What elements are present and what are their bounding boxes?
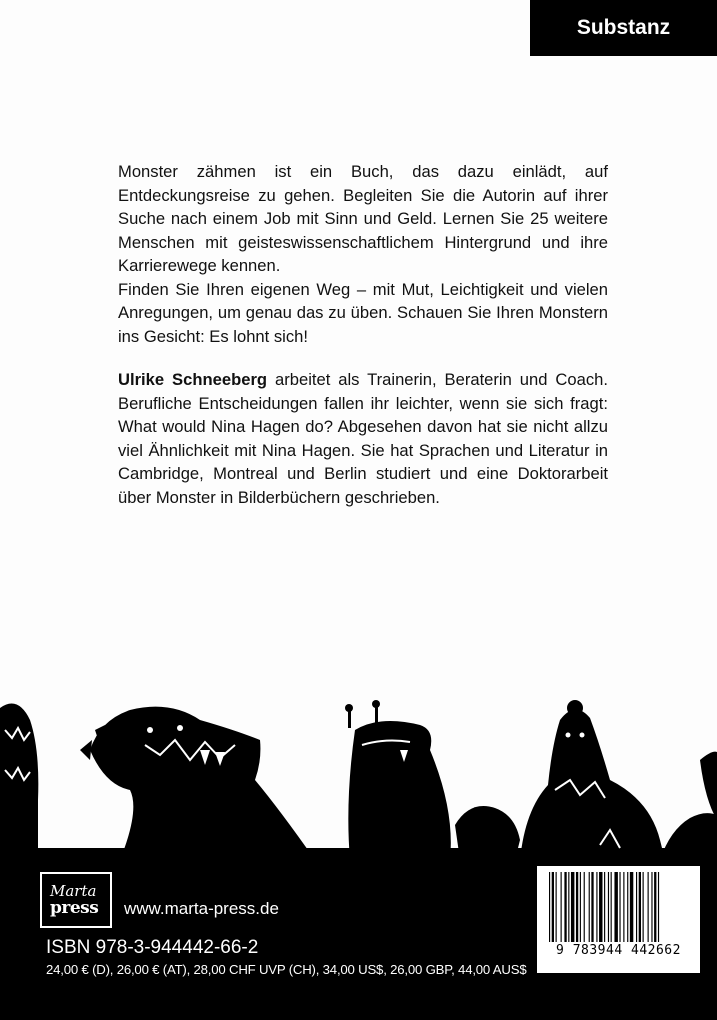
barcode xyxy=(537,866,700,973)
logo-line-2: press xyxy=(50,897,99,918)
monster-illustration xyxy=(0,690,717,860)
author-bio-paragraph xyxy=(118,368,608,509)
description-line-2: Finden Sie Ihren eigenen Weg – mit Mut, Leichtigkeit und vielen Anregungen, um genau das zu üben. Schauen Sie Ihren Monstern ins Gesicht: Es lohnt sich! xyxy=(118,279,608,346)
publisher-website[interactable]: www.marta-press.de xyxy=(124,899,279,918)
isbn-text: ISBN 978-3-944442-66-2 xyxy=(46,937,259,958)
series-label: Substanz xyxy=(576,16,671,39)
series-tag xyxy=(530,0,717,56)
book-description xyxy=(118,160,608,348)
author-bio xyxy=(118,368,608,509)
logo-line-1: Marta xyxy=(50,881,97,900)
description-line-1: Monster zähmen ist ein Buch, das dazu einlädt, auf Entdeckungsreise zu gehen. Begleiten Sie die Autorin auf ihrer Suche nach einem Job mit Sinn und Geld. Lernen Sie 25 weitere Menschen mit geisteswissenschaftlichem Hintergrund und ihre Karrierewege kennen. xyxy=(118,162,608,275)
publisher-logo xyxy=(40,872,112,928)
barcode-bars xyxy=(549,872,688,942)
price-list: 24,00 € (D), 26,00 € (AT), 28,00 CHF UVP (CH), 34,00 US$, 26,00 GBP, 44,00 AUS$ xyxy=(46,962,527,977)
author-bio-text: arbeitet als Trainerin, Beraterin und Coach. Berufliche Entscheidungen fallen ihr leichter, wenn sie sich fragt: What would Nina Hagen do? Abgesehen davon hat sie nicht allzu viel Ähnlichkeit mit Nina Hagen. Sie hat Sprachen und Literatur in Cambridge, Montreal und Berlin studiert und eine Doktorarbeit über Monster in Bilderbüchern geschrieben. xyxy=(118,370,608,507)
barcode-number: 9 783944 442662 xyxy=(556,943,681,958)
author-name: Ulrike Schneeberg xyxy=(118,370,268,389)
